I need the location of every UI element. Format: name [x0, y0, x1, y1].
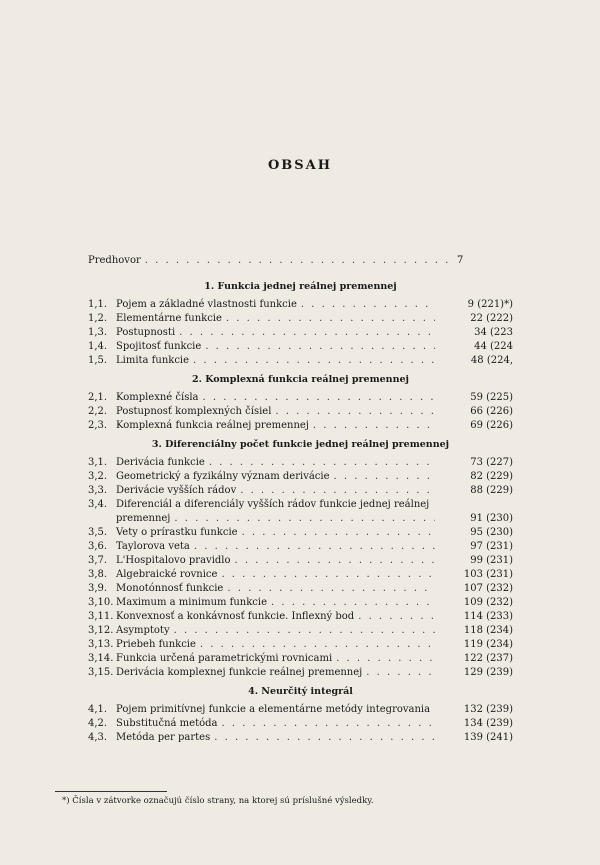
entry-number: 3,7. [88, 555, 108, 566]
entry-title: Postupnosť komplexných čísiel [116, 406, 272, 417]
preface-label: Predhovor [88, 255, 141, 266]
entry-title: Derivácia komplexnej funkcie reálnej premennej [116, 667, 363, 678]
dot-leader [366, 666, 435, 680]
toc-entry [88, 582, 513, 596]
entry-number: 3,2. [88, 471, 108, 482]
dot-leader [242, 526, 435, 540]
dot-leader [271, 596, 435, 610]
entry-page: 59 (225) [470, 392, 513, 403]
entry-page: 107 (232) [463, 583, 513, 594]
toc-entry [88, 419, 513, 433]
entry-title: Spojitosť funkcie [116, 341, 202, 352]
preface-page: 7 [457, 255, 464, 266]
entry-page: 122 (237) [463, 653, 513, 664]
entry-number: 3,1. [88, 457, 108, 468]
entry-page: 103 (231) [463, 569, 513, 580]
entry-number: 1,3. [88, 327, 108, 338]
entry-title: Postupnosti [116, 327, 176, 338]
dot-leader [221, 568, 435, 582]
entry-number: 3,8. [88, 569, 108, 580]
dot-leader [235, 554, 435, 568]
entry-page: 132 (239) [463, 704, 513, 715]
dot-leader [334, 470, 435, 484]
entry-number: 3,3. [88, 485, 108, 496]
entry-title: Elementárne funkcie [116, 313, 222, 324]
chapter-heading: 2. Komplexná funkcia reálnej premennej [192, 374, 409, 385]
toc-entry [88, 484, 513, 498]
entry-number: 3,15. [88, 667, 114, 678]
preface-entry [88, 255, 513, 273]
entry-title: Limita funkcie [116, 355, 190, 366]
toc-entry [88, 703, 513, 717]
entry-title: Konvexnosť a konkávnosť funkcie. Inflexný bod [116, 611, 355, 622]
entry-number: 3,6. [88, 541, 108, 552]
entry-title: Funkcia určená parametrickými rovnicami [116, 653, 333, 664]
toc-entry [88, 554, 513, 568]
entry-title: Derivácie vyšších rádov [116, 485, 237, 496]
toc-entry [88, 731, 513, 745]
dot-leader [174, 512, 435, 526]
entry-title: Monotónnosť funkcie [116, 583, 224, 594]
footnote: *) Čísla v zátvorke označujú číslo strany, na ktorej sú príslušné výsledky. [62, 796, 374, 806]
chapter-heading: 1. Funkcia jednej reálnej premennej [204, 281, 397, 292]
entry-number: 3,11. [88, 611, 114, 622]
entry-title: Diferenciál a diferenciály vyšších rádov funkcie jednej reálnej [116, 499, 430, 510]
chapter-heading: 3. Diferenciálny počet funkcie jednej reálnej premennej [151, 439, 450, 450]
entry-title: Metóda per partes [116, 732, 211, 743]
toc-entry-line [88, 512, 513, 526]
entry-page: 82 (229) [470, 471, 513, 482]
entry-page: 48 (224, [470, 355, 513, 366]
dot-leader [179, 326, 435, 340]
dot-leader [203, 391, 436, 405]
entry-title: L'Hospitalovo pravidlo [116, 555, 231, 566]
entry-number: 3,10. [88, 597, 114, 608]
dot-leader [275, 405, 435, 419]
dot-leader [226, 312, 435, 326]
toc-entry [88, 540, 513, 554]
entry-page: 99 (231) [470, 555, 513, 566]
entry-title: Geometrický a fyzikálny význam derivácie [116, 471, 330, 482]
entry-number: 1,1. [88, 299, 108, 310]
entry-title: Pojem primitívnej funkcie a elementárne metódy integrovania [116, 704, 431, 715]
entry-number: 1,2. [88, 313, 108, 324]
entry-page: 109 (232) [463, 597, 513, 608]
entry-number: 4,1. [88, 704, 108, 715]
entry-number: 3,12. [88, 625, 114, 636]
dot-leader [221, 717, 435, 731]
entry-number: 3,13. [88, 639, 114, 650]
entry-number: 3,14. [88, 653, 114, 664]
dot-leader [205, 340, 435, 354]
toc-entry [88, 596, 513, 610]
entry-page: 44 (224 [474, 341, 513, 352]
dot-leader [200, 638, 435, 652]
toc-entry [88, 638, 513, 652]
entry-number: 1,4. [88, 341, 108, 352]
entry-page: 34 (223 [474, 327, 513, 338]
entry-title: Vety o prírastku funkcie [116, 527, 238, 538]
entry-page: 88 (229) [470, 485, 513, 496]
entry-page: 129 (239) [463, 667, 513, 678]
toc-entry [88, 652, 513, 666]
entry-page: 22 (222) [470, 313, 513, 324]
dot-leader [240, 484, 435, 498]
toc-entry [88, 610, 513, 624]
entry-page: 118 (234) [463, 625, 513, 636]
entry-page: 69 (226) [470, 420, 513, 431]
entry-number: 3,4. [88, 499, 108, 510]
entry-number: 2,1. [88, 392, 108, 403]
entry-title: Algebraické rovnice [116, 569, 218, 580]
dot-leader [194, 540, 435, 554]
toc-entry [88, 340, 513, 354]
entry-page: 119 (234) [463, 639, 513, 650]
dot-leader [358, 610, 435, 624]
toc-entry [88, 498, 513, 526]
chapter-heading: 4. Neurčitý integrál [248, 686, 353, 697]
entry-page: 139 (241) [463, 732, 513, 743]
table-of-contents [88, 255, 513, 745]
entry-page: 9 (221)*) [467, 299, 513, 310]
toc-entry [88, 354, 513, 368]
entry-page: 97 (231) [470, 541, 513, 552]
dot-leader [301, 298, 435, 312]
chapter-list [88, 279, 513, 745]
entry-number: 3,9. [88, 583, 108, 594]
page-title: OBSAH [267, 158, 333, 173]
entry-title: Pojem a základné vlastnosti funkcie [116, 299, 297, 310]
dot-leader [214, 731, 435, 745]
toc-entry [88, 456, 513, 470]
entry-page: 66 (226) [470, 406, 513, 417]
entry-page: 91 (230) [470, 513, 513, 524]
toc-entry [88, 717, 513, 731]
toc-entry [88, 526, 513, 540]
entry-page: 134 (239) [463, 718, 513, 729]
toc-entry [88, 326, 513, 340]
entry-number: 1,5. [88, 355, 108, 366]
entry-title: Komplexné čísla [116, 392, 199, 403]
entry-title-continued: premennej [116, 513, 171, 524]
entry-title: Asymptoty [116, 625, 170, 636]
entry-title: Komplexná funkcia reálnej premennej [116, 420, 309, 431]
entry-title: Taylorova veta [116, 541, 190, 552]
entry-number: 2,2. [88, 406, 108, 417]
entry-number: 4,2. [88, 718, 108, 729]
entry-number: 3,5. [88, 527, 108, 538]
toc-entry-line [88, 498, 513, 512]
toc-entry [88, 298, 513, 312]
dot-leader [336, 652, 435, 666]
toc-entry [88, 405, 513, 419]
dot-leader [145, 255, 453, 266]
entry-title: Maximum a minimum funkcie [116, 597, 268, 608]
toc-entry [88, 391, 513, 405]
footnote-divider [55, 791, 167, 792]
entry-page: 114 (233) [463, 611, 513, 622]
entry-title: Derivácia funkcie [116, 457, 205, 468]
entry-title: Priebeh funkcie [116, 639, 196, 650]
toc-entry [88, 666, 513, 680]
dot-leader [174, 624, 435, 638]
dot-leader [227, 582, 435, 596]
entry-number: 2,3. [88, 420, 108, 431]
entry-number: 4,3. [88, 732, 108, 743]
entry-title: Substitučná metóda [116, 718, 218, 729]
toc-entry [88, 470, 513, 484]
dot-leader [434, 703, 435, 717]
toc-entry [88, 568, 513, 582]
dot-leader [313, 419, 435, 433]
dot-leader [209, 456, 435, 470]
toc-entry [88, 624, 513, 638]
toc-entry [88, 312, 513, 326]
entry-page: 73 (227) [470, 457, 513, 468]
dot-leader [193, 354, 435, 368]
entry-page: 95 (230) [470, 527, 513, 538]
